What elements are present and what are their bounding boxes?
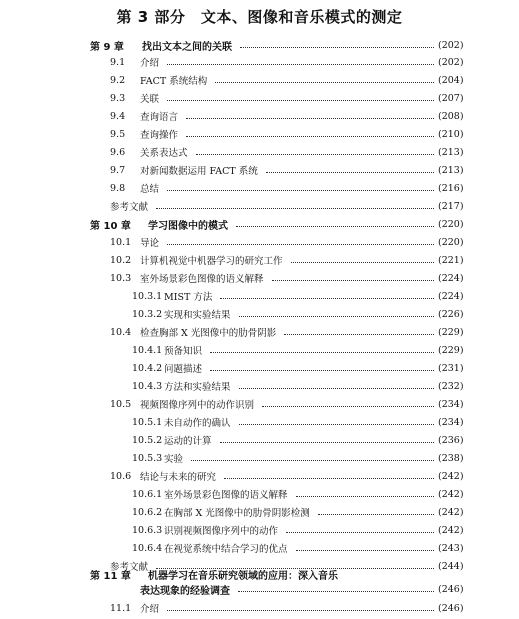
subsection-title: 识别视频图像序列中的动作	[164, 526, 279, 537]
subsection-title: 实现和实验结果	[164, 310, 231, 321]
subsection-number: 10.3.2	[132, 308, 163, 320]
section-title: 关联	[140, 94, 160, 105]
page-number: (231)	[438, 362, 464, 374]
chapter-title-line2: 表达现象的经验调查	[140, 585, 230, 597]
dot-leader	[186, 118, 434, 119]
chapter-title-continued[interactable]	[140, 580, 480, 598]
dot-leader	[224, 478, 434, 479]
toc-entry-section[interactable]	[110, 160, 480, 180]
page-number: (244)	[438, 560, 464, 572]
toc-entry-section[interactable]	[110, 88, 480, 108]
page-number: (246)	[438, 602, 464, 614]
dot-leader	[262, 406, 434, 407]
subsection-title: 实验	[164, 454, 184, 465]
dot-leader	[191, 460, 434, 461]
toc-entry-subsection[interactable]	[132, 376, 480, 396]
toc-entry-subsection[interactable]	[132, 340, 480, 360]
references-title: 参考文献	[110, 202, 149, 213]
subsection-number: 10.6.2	[132, 506, 163, 518]
page-number: (213)	[438, 146, 464, 158]
section-title: 检查胸部 X 光图像中的肋骨阴影	[140, 328, 277, 339]
toc-entry-section[interactable]	[110, 268, 480, 288]
dot-leader	[266, 172, 434, 173]
subsection-number: 10.3.1	[132, 290, 163, 302]
toc-entry-section[interactable]	[110, 394, 480, 414]
toc-entry-subsection[interactable]	[132, 358, 480, 378]
toc-entry-section[interactable]	[110, 250, 480, 270]
page-number: (204)	[438, 74, 464, 86]
section-number: 10.2	[110, 254, 132, 266]
chapter-title: 找出文本之间的关联	[142, 41, 232, 53]
dot-leader	[284, 334, 434, 335]
toc-entry-subsection[interactable]	[132, 304, 480, 324]
page-number: (229)	[438, 326, 464, 338]
dot-leader	[167, 610, 434, 611]
toc-entry-section[interactable]	[110, 322, 480, 342]
page-number: (210)	[438, 128, 464, 140]
subsection-number: 10.5.3	[132, 452, 163, 464]
dot-leader	[272, 280, 434, 281]
section-title: 介绍	[140, 604, 160, 615]
subsection-number: 10.6.1	[132, 488, 163, 500]
toc-entry-section[interactable]	[110, 52, 480, 72]
toc-entry-section[interactable]	[110, 70, 480, 90]
section-number: 9.2	[110, 74, 126, 86]
dot-leader	[236, 226, 434, 227]
page-number: (226)	[438, 308, 464, 320]
dot-leader	[296, 550, 434, 551]
section-number: 11.1	[110, 602, 132, 614]
toc-entry-section[interactable]	[110, 178, 480, 198]
chapter-number: 第 11 章	[90, 570, 131, 582]
subsection-number: 10.5.1	[132, 416, 163, 428]
toc-entry-subsection[interactable]	[132, 484, 480, 504]
dot-leader	[196, 154, 434, 155]
chapter-number: 第 10 章	[90, 220, 131, 232]
section-title: 室外场景彩色图像的语义解释	[140, 274, 264, 285]
page-number: (242)	[438, 506, 464, 518]
page-number: (224)	[438, 290, 464, 302]
section-title: 计算机视觉中机器学习的研究工作	[140, 256, 283, 267]
subsection-number: 10.6.3	[132, 524, 163, 536]
section-number: 9.4	[110, 110, 126, 122]
section-number: 9.5	[110, 128, 126, 140]
dot-leader	[210, 370, 434, 371]
section-title: 导论	[140, 238, 160, 249]
dot-leader	[240, 47, 434, 48]
subsection-title: 运动的计算	[164, 436, 212, 447]
section-number: 9.7	[110, 164, 126, 176]
dot-leader	[215, 82, 434, 83]
subsection-title: 预备知识	[164, 346, 203, 357]
section-number: 9.8	[110, 182, 126, 194]
page-number: (243)	[438, 542, 464, 554]
page-number: (213)	[438, 164, 464, 176]
dot-leader	[239, 424, 434, 425]
toc-entry-subsection[interactable]	[132, 412, 480, 432]
page-number: (217)	[438, 200, 464, 212]
references-title: 参考文献	[110, 562, 149, 573]
section-title: 查询语言	[140, 112, 179, 123]
section-title: 介绍	[140, 58, 160, 69]
dot-leader	[286, 532, 434, 533]
section-number: 9.6	[110, 146, 126, 158]
page-number: (234)	[438, 398, 464, 410]
toc-entry-subsection[interactable]	[132, 502, 480, 522]
section-title: 对新闻数据运用 FACT 系统	[140, 166, 258, 177]
subsection-number: 10.4.1	[132, 344, 163, 356]
dot-leader	[210, 352, 434, 353]
page-number: (236)	[438, 434, 464, 446]
dot-leader	[220, 442, 434, 443]
toc-entry-subsection[interactable]	[132, 430, 480, 450]
section-number: 10.3	[110, 272, 132, 284]
subsection-number: 10.6.4	[132, 542, 163, 554]
page-number: (242)	[438, 524, 464, 536]
dot-leader	[167, 190, 434, 191]
section-number: 9.3	[110, 92, 126, 104]
section-number: 9.1	[110, 56, 126, 68]
section-title: 查询操作	[140, 130, 179, 141]
dot-leader	[238, 591, 434, 592]
toc-entry-subsection[interactable]	[132, 286, 480, 306]
chapter-number: 第 9 章	[90, 41, 124, 53]
subsection-title: 未自动作的确认	[164, 418, 231, 429]
dot-leader	[239, 316, 434, 317]
page-number: (221)	[438, 254, 464, 266]
section-number: 10.5	[110, 398, 132, 410]
page-number: (242)	[438, 470, 464, 482]
section-title: FACT 系统结构	[140, 76, 208, 87]
toc-entry-subsection[interactable]	[132, 448, 480, 468]
subsection-title: 在胸部 X 光图像中的肋骨阴影检测	[164, 508, 310, 519]
page-number: (229)	[438, 344, 464, 356]
section-number: 10.6	[110, 470, 132, 482]
page-number: (208)	[438, 110, 464, 122]
page-number: (220)	[438, 218, 464, 230]
section-title: 总结	[140, 184, 160, 195]
page-number: (202)	[438, 56, 464, 68]
section-number: 10.4	[110, 326, 132, 338]
toc-entry-references[interactable]	[110, 196, 480, 216]
toc-entry-subsection[interactable]	[132, 520, 480, 540]
page-number: (224)	[438, 272, 464, 284]
dot-leader	[167, 244, 434, 245]
dot-leader	[167, 100, 434, 101]
subsection-title: 室外场景彩色图像的语义解释	[164, 490, 288, 501]
toc-entry-chapter-10[interactable]	[90, 214, 480, 234]
page-number: (232)	[438, 380, 464, 392]
toc-entry-section[interactable]	[110, 124, 480, 144]
toc-entry-section[interactable]	[110, 106, 480, 126]
page-number: (246)	[438, 583, 464, 595]
toc-entry-section[interactable]	[110, 232, 480, 252]
toc-entry-section[interactable]	[110, 598, 480, 618]
dot-leader	[296, 496, 434, 497]
chapter-title: 学习图像中的模式	[148, 220, 228, 232]
subsection-title: 问题描述	[164, 364, 203, 375]
toc-entry-subsection[interactable]	[132, 538, 480, 558]
subsection-title: MIST 方法	[164, 292, 213, 303]
subsection-number: 10.4.3	[132, 380, 163, 392]
section-title: 关系表达式	[140, 148, 188, 159]
section-number: 10.1	[110, 236, 132, 248]
dot-leader	[167, 64, 434, 65]
page-number: (207)	[438, 92, 464, 104]
dot-leader	[291, 262, 434, 263]
section-title: 结论与未来的研究	[140, 472, 217, 483]
page-number: (202)	[438, 39, 464, 51]
subsection-title: 方法和实验结果	[164, 382, 231, 393]
page-number: (242)	[438, 488, 464, 500]
page-number: (234)	[438, 416, 464, 428]
dot-leader	[239, 388, 434, 389]
subsection-title: 在视觉系统中结合学习的优点	[164, 544, 288, 555]
dot-leader	[156, 208, 434, 209]
toc-entry-section[interactable]	[110, 142, 480, 162]
dot-leader	[220, 298, 434, 299]
dot-leader	[186, 136, 434, 137]
subsection-number: 10.5.2	[132, 434, 163, 446]
section-title: 视频图像序列中的动作识别	[140, 400, 255, 411]
subsection-number: 10.4.2	[132, 362, 163, 374]
page-number: (216)	[438, 182, 464, 194]
toc-entry-section[interactable]	[110, 466, 480, 486]
page-number: (238)	[438, 452, 464, 464]
page-number: (220)	[438, 236, 464, 248]
chapter-title: 机器学习在音乐研究领域的应用：深入音乐	[148, 570, 338, 582]
dot-leader	[318, 514, 434, 515]
part-title: 第 3 部分 文本、图像和音乐模式的测定	[116, 8, 403, 26]
